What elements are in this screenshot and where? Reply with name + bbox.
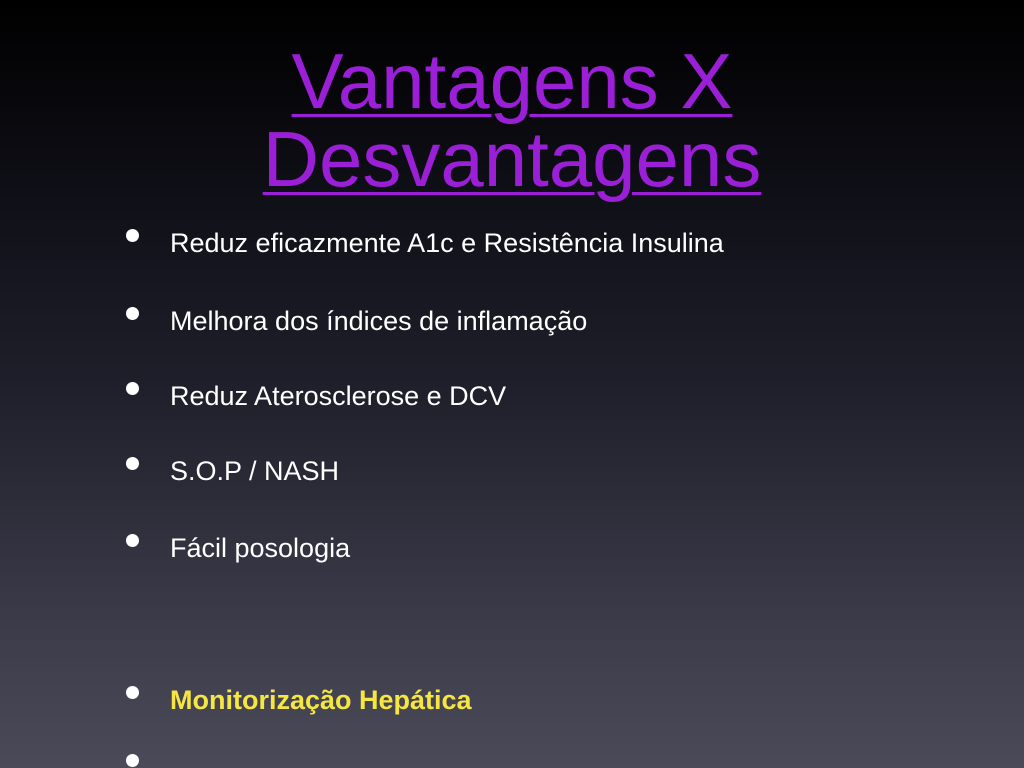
bullet-dot-icon [126,534,139,547]
bullet-item [126,455,339,495]
bullet-text: Reduz Aterosclerose e DCV [170,381,507,411]
bullet-dot-icon [126,307,139,320]
bullet-dot-icon [126,457,139,470]
bullet-text: Fácil posologia [170,533,351,563]
bullet-item [126,305,587,345]
slide-title-line-2: Desvantagens [262,115,762,203]
bullet-dot-icon [126,754,139,767]
highlight-bullet-item [126,684,472,724]
bullet-dot-icon [126,382,139,395]
bullet-text: Reduz eficazmente A1c e Resistência Insulina [170,228,724,258]
bullet-item [126,227,724,267]
highlight-bullet-text: Monitorização Hepática [170,685,472,715]
bullet-dot-icon [126,229,139,242]
bullet-item [126,380,506,420]
bullet-dot-icon [126,686,139,699]
bullet-text: Melhora dos índices de inflamação [170,306,588,336]
bullet-item [126,532,350,572]
slide-title-line-1: Vantagens X [291,37,733,125]
bullet-text: S.O.P / NASH [170,456,340,486]
highlight-bullet-item [126,752,170,768]
